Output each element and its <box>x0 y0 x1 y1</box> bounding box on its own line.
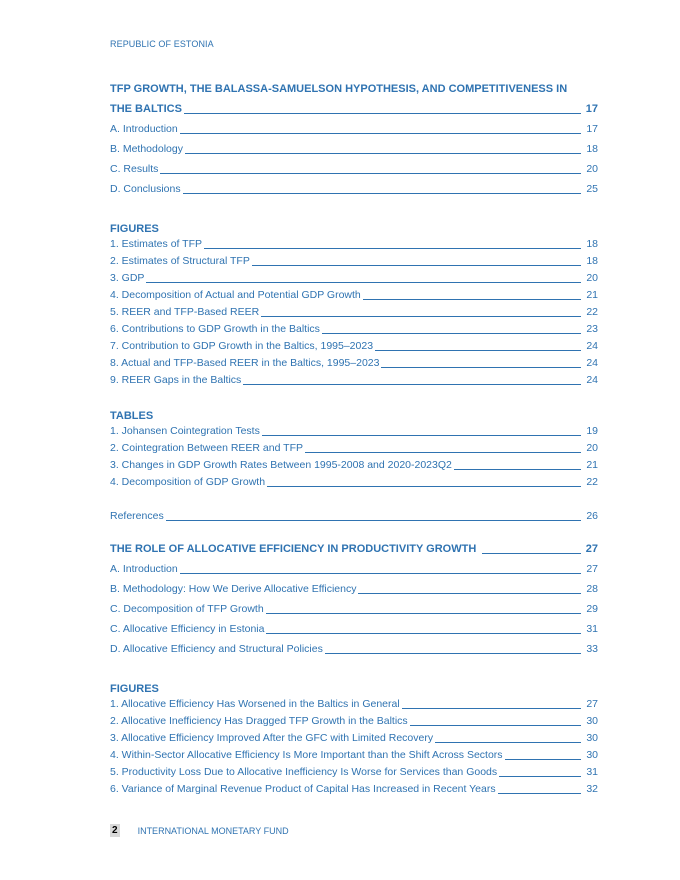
toc-entry-page: 19 <box>586 425 598 437</box>
toc-entry-label: 1. Johansen Cointegration Tests <box>110 425 260 437</box>
leader-line <box>262 435 581 436</box>
toc-entry[interactable] <box>110 322 598 337</box>
toc-entry-page: 33 <box>586 643 598 655</box>
toc-entry[interactable] <box>110 642 598 657</box>
running-header: REPUBLIC OF ESTONIA <box>110 39 214 49</box>
chapter2-title-page: 27 <box>585 543 598 555</box>
toc-entry[interactable] <box>110 622 598 637</box>
toc-entry-label: 5. Productivity Loss Due to Allocative Inefficiency Is Worse for Services than Goods <box>110 766 498 778</box>
leader-line <box>322 333 581 334</box>
chapter1-title-line2: THE BALTICS <box>110 103 182 115</box>
chapter2-figures <box>110 697 598 797</box>
toc-entry-label: 2. Allocative Inefficiency Has Dragged TFP Growth in the Baltics <box>110 715 408 727</box>
toc-entry-label: A. Introduction <box>110 123 178 135</box>
toc-entry[interactable] <box>110 305 598 320</box>
leader-line <box>261 316 581 317</box>
chapter1-title-page: 17 <box>585 103 598 115</box>
leader-line <box>498 793 581 794</box>
toc-entry-label: C. Decomposition of TFP Growth <box>110 603 264 615</box>
toc-entry[interactable] <box>110 122 598 137</box>
toc-entry-page: 23 <box>586 323 598 335</box>
chapter1-title-entry[interactable] <box>110 102 598 117</box>
toc-entry-page: 28 <box>586 583 598 595</box>
page-number: 2 <box>112 825 118 836</box>
chapter1-figures-heading: FIGURES <box>110 223 159 235</box>
toc-entry[interactable] <box>110 475 598 490</box>
leader-line <box>410 725 581 726</box>
toc-entry-label: D. Allocative Efficiency and Structural Policies <box>110 643 323 655</box>
leader-line <box>267 486 581 487</box>
toc-entry-label: 6. Variance of Marginal Revenue Product of Capital Has Increased in Recent Years <box>110 783 496 795</box>
toc-entry-page: 22 <box>586 306 598 318</box>
toc-entry[interactable] <box>110 748 598 763</box>
toc-entry[interactable] <box>110 254 598 269</box>
toc-entry-label: 2. Cointegration Between REER and TFP <box>110 442 303 454</box>
toc-entry-label: 8. Actual and TFP-Based REER in the Baltics, 1995–2023 <box>110 357 380 369</box>
leader-line <box>358 593 581 594</box>
toc-entry[interactable] <box>110 424 598 439</box>
toc-entry-label: 1. Estimates of TFP <box>110 238 203 250</box>
toc-entry[interactable] <box>110 373 598 388</box>
leader-line <box>166 520 581 521</box>
toc-entry-label: 9. REER Gaps in the Baltics <box>110 374 242 386</box>
leader-line <box>499 776 581 777</box>
leader-line <box>435 742 581 743</box>
toc-entry-label: D. Conclusions <box>110 183 181 195</box>
toc-entry-page: 30 <box>586 749 598 761</box>
page-footer <box>110 824 289 837</box>
toc-entry-page: 32 <box>586 783 598 795</box>
toc-entry[interactable] <box>110 697 598 712</box>
references-page: 26 <box>586 510 598 522</box>
toc-entry-page: 21 <box>586 289 598 301</box>
toc-entry[interactable] <box>110 582 598 597</box>
chapter1-figures <box>110 237 598 388</box>
chapter2-figures-heading: FIGURES <box>110 683 159 695</box>
chapter1-tables-heading: TABLES <box>110 410 154 422</box>
toc-entry-label: C. Results <box>110 163 159 175</box>
toc-entry-label: B. Methodology <box>110 143 183 155</box>
toc-entry-page: 18 <box>586 238 598 250</box>
toc-entry[interactable] <box>110 602 598 617</box>
toc-entry[interactable] <box>110 271 598 286</box>
toc-entry-page: 22 <box>586 476 598 488</box>
chapter1-title-line1: TFP GROWTH, THE BALASSA-SAMUELSON HYPOTHESIS, AND COMPETITIVENESS IN <box>110 83 568 95</box>
leader-line <box>160 173 581 174</box>
leader-line <box>185 153 581 154</box>
toc-entry[interactable] <box>110 237 598 252</box>
toc-entry-page: 20 <box>586 272 598 284</box>
toc-entry-page: 29 <box>586 603 598 615</box>
toc-entry-page: 31 <box>586 623 598 635</box>
leader-line <box>325 653 581 654</box>
toc-entry-page: 30 <box>586 715 598 727</box>
chapter1-tables <box>110 424 598 490</box>
toc-entry[interactable] <box>110 288 598 303</box>
toc-entry[interactable] <box>110 782 598 797</box>
leader-line <box>505 759 581 760</box>
table-of-contents <box>110 82 598 797</box>
toc-entry[interactable] <box>110 356 598 371</box>
toc-entry-page: 25 <box>586 183 598 195</box>
toc-entry-label: 3. GDP <box>110 272 145 284</box>
toc-entry-page: 17 <box>586 123 598 135</box>
leader-line <box>363 299 581 300</box>
leader-line <box>180 573 581 574</box>
toc-entry-label: 6. Contributions to GDP Growth in the Baltics <box>110 323 320 335</box>
toc-entry-label: 3. Allocative Efficiency Improved After the GFC with Limited Recovery <box>110 732 434 744</box>
leader-line <box>146 282 581 283</box>
toc-entry-label: 2. Estimates of Structural TFP <box>110 255 250 267</box>
toc-entry[interactable] <box>110 458 598 473</box>
toc-entry-label: 4. Decomposition of GDP Growth <box>110 476 266 488</box>
leader-line <box>184 113 581 114</box>
toc-entry[interactable] <box>110 562 598 577</box>
toc-entry-label: 4. Within-Sector Allocative Efficiency Is More Important than the Shift Across Sectors <box>110 749 503 761</box>
toc-entry-page: 24 <box>586 340 598 352</box>
leader-line <box>454 469 581 470</box>
toc-entry[interactable] <box>110 714 598 729</box>
references-label: References <box>110 510 164 522</box>
leader-line <box>381 367 581 368</box>
toc-entry-label: C. Allocative Efficiency in Estonia <box>110 623 265 635</box>
leader-line <box>252 265 581 266</box>
toc-entry-label: 5. REER and TFP-Based REER <box>110 306 260 318</box>
toc-entry-page: 30 <box>586 732 598 744</box>
toc-entry-label: A. Introduction <box>110 563 178 575</box>
leader-line <box>266 633 581 634</box>
chapter2-sections <box>110 562 598 657</box>
leader-line <box>183 193 581 194</box>
toc-entry-page: 20 <box>586 163 598 175</box>
chapter2-title-entry[interactable] <box>110 542 598 557</box>
toc-entry[interactable] <box>110 765 598 780</box>
chapter2-title: THE ROLE OF ALLOCATIVE EFFICIENCY IN PRODUCTIVITY GROWTH <box>110 543 477 555</box>
toc-entry-page: 24 <box>586 357 598 369</box>
leader-line <box>375 350 581 351</box>
toc-entry[interactable] <box>110 182 598 197</box>
leader-line <box>243 384 581 385</box>
toc-entry-page: 27 <box>586 698 598 710</box>
leader-line <box>266 613 581 614</box>
toc-entry[interactable] <box>110 162 598 177</box>
toc-entry-page: 18 <box>586 143 598 155</box>
toc-entry-label: 1. Allocative Efficiency Has Worsened in the Baltics in General <box>110 698 400 710</box>
toc-entry-label: 4. Decomposition of Actual and Potential GDP Growth <box>110 289 361 301</box>
toc-entry[interactable] <box>110 339 598 354</box>
toc-entry-label: B. Methodology: How We Derive Allocative Efficiency <box>110 583 357 595</box>
toc-entry[interactable] <box>110 731 598 746</box>
leader-line <box>204 248 581 249</box>
toc-entry[interactable] <box>110 441 598 456</box>
leader-line <box>305 452 581 453</box>
toc-entry-page: 31 <box>586 766 598 778</box>
toc-entry-page: 24 <box>586 374 598 386</box>
toc-entry-page: 18 <box>586 255 598 267</box>
toc-entry-page: 27 <box>586 563 598 575</box>
toc-entry[interactable] <box>110 142 598 157</box>
leader-line <box>482 553 581 554</box>
toc-entry-page: 20 <box>586 442 598 454</box>
chapter1-sections <box>110 122 598 197</box>
references-entry[interactable] <box>110 509 598 524</box>
leader-line <box>402 708 581 709</box>
toc-entry-label: 7. Contribution to GDP Growth in the Baltics, 1995–2023 <box>110 340 374 352</box>
toc-entry-page: 21 <box>586 459 598 471</box>
leader-line <box>180 133 581 134</box>
toc-entry-label: 3. Changes in GDP Growth Rates Between 1995-2008 and 2020-2023Q2 <box>110 459 452 471</box>
footer-org: INTERNATIONAL MONETARY FUND <box>137 825 289 836</box>
